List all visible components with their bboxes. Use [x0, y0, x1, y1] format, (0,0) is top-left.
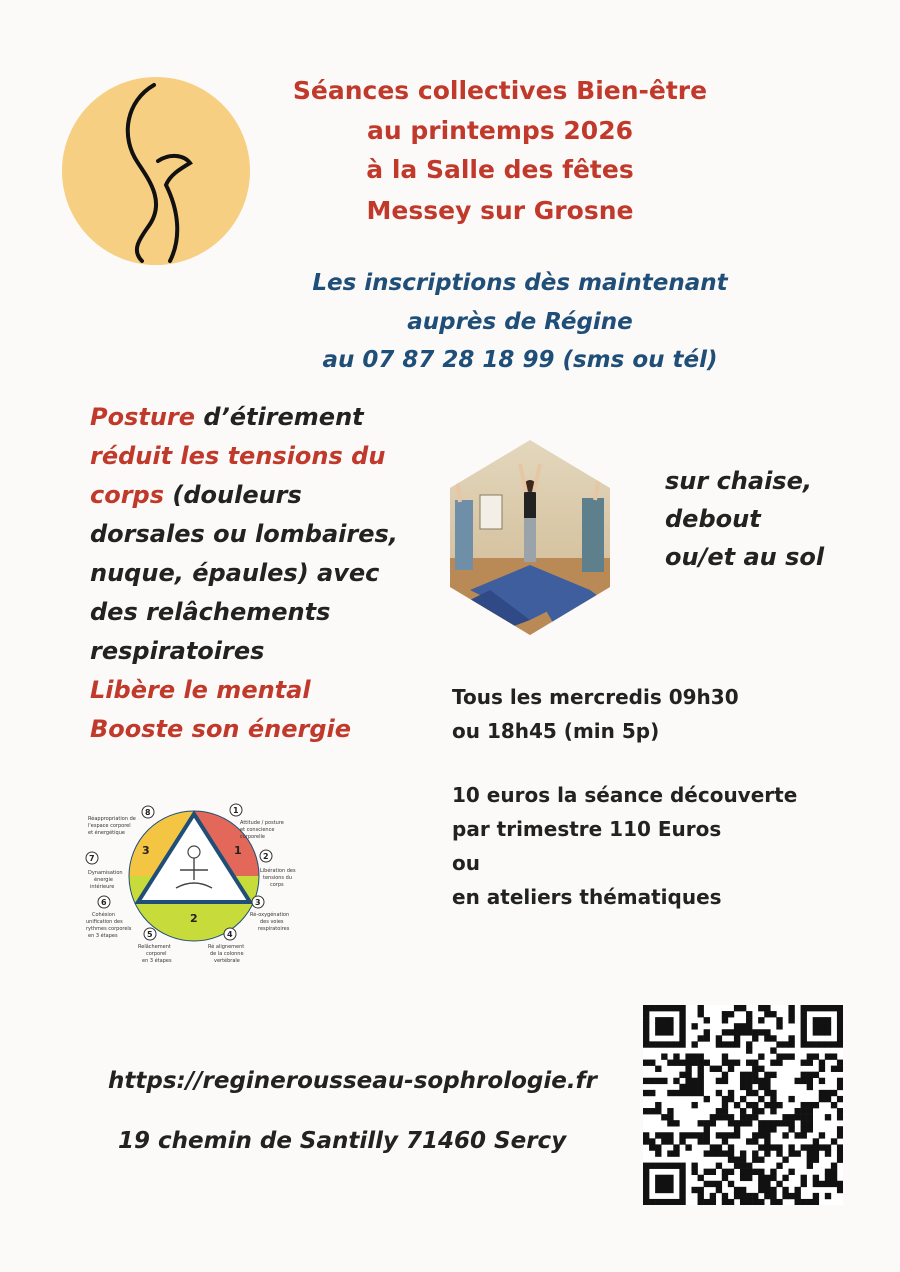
- address: 19 chemin de Santilly 71460 Sercy: [118, 1128, 567, 1154]
- step-5-text-3: en 3 étapes: [142, 958, 172, 964]
- step-2-text-2: tensions du: [263, 875, 292, 881]
- sr-logo: [62, 77, 250, 265]
- title-line-1: Séances collectives Bien-être: [292, 76, 708, 105]
- step-2-text-3: corps: [270, 882, 284, 888]
- step-number-7: 7: [89, 854, 95, 863]
- step-5-text-1: Relâchement: [138, 944, 171, 950]
- benefits-block: [90, 398, 420, 749]
- step-5-text-2: corporel: [146, 951, 167, 957]
- step-number-4: 4: [227, 930, 233, 939]
- step-7-text-2: énergie: [94, 877, 113, 883]
- zone-label-2: 2: [190, 912, 198, 925]
- step-3-text-3: respiratoires: [258, 926, 290, 932]
- step-4-text-2: de la colonne: [210, 951, 244, 957]
- step-6-text-2: unification des: [86, 919, 123, 925]
- title-line-2: au printemps 2026: [367, 116, 633, 145]
- schedule-line-2: ou 18h45 (min 5p): [452, 719, 660, 743]
- pricing-line-1: 10 euros la séance découverte: [452, 783, 798, 807]
- step-2-text-1: Libération des: [260, 868, 296, 874]
- registration-line-1: Les inscriptions dès maintenant: [312, 270, 728, 296]
- sophrology-steps-diagram: [82, 796, 322, 976]
- step-1-text-3: corporelle: [240, 834, 265, 840]
- benefit-respiratoires: respiratoires: [90, 637, 265, 665]
- zone-label-3: 3: [142, 844, 150, 857]
- step-number-3: 3: [255, 898, 261, 907]
- registration-line-2: auprès de Régine: [407, 309, 633, 335]
- step-number-8: 8: [145, 808, 151, 817]
- step-1-text-1: Attitude / posture: [240, 820, 284, 826]
- benefit-dorsales: dorsales ou lombaires,: [90, 520, 398, 548]
- website-url[interactable]: https://reginerousseau-sophrologie.fr: [108, 1068, 597, 1094]
- benefit-posture: Posture: [90, 403, 196, 431]
- step-4-text-1: Ré alignement: [208, 944, 245, 950]
- pricing-line-4: en ateliers thématiques: [452, 885, 722, 909]
- step-8-text-1: Réappropriation de: [88, 816, 136, 822]
- position-debout: debout: [665, 505, 761, 533]
- step-number-1: 1: [233, 806, 239, 815]
- schedule-line-1: Tous les mercredis 09h30: [452, 685, 739, 709]
- benefit-tensions: réduit les tensions du: [90, 442, 386, 470]
- zone-label-1: 1: [234, 844, 242, 857]
- benefit-corps: corps: [90, 481, 165, 509]
- position-sol: ou/et au sol: [665, 543, 825, 571]
- step-6-text-1: Cohésion: [92, 912, 116, 918]
- pricing-line-2: par trimestre 110 Euros: [452, 817, 722, 841]
- benefit-energie: Booste son énergie: [90, 715, 352, 743]
- positions-block: [665, 462, 865, 576]
- step-3-text-1: Ré-oxygénation: [250, 912, 290, 918]
- step-8-text-2: l'espace corporel: [88, 823, 131, 829]
- yoga-class-photo: [450, 440, 610, 635]
- step-1-text-2: et conscience: [240, 827, 275, 833]
- step-4-text-3: vertébrale: [214, 958, 240, 964]
- step-3-text-2: des voies: [260, 919, 284, 925]
- benefit-mental: Libère le mental: [90, 676, 311, 704]
- step-6-text-4: en 3 étapes: [88, 933, 118, 939]
- benefit-relachements: des relâchements: [90, 598, 331, 626]
- benefit-douleurs: (douleurs: [164, 481, 302, 509]
- benefit-nuque: nuque, épaules) avec: [90, 559, 380, 587]
- step-8-text-3: et énergétique: [88, 830, 125, 836]
- step-7-text-3: intérieure: [90, 884, 115, 890]
- step-6-text-3: rythmes corporels: [86, 926, 132, 932]
- step-number-2: 2: [263, 852, 269, 861]
- pricing-line-3: ou: [452, 851, 480, 875]
- step-number-5: 5: [147, 930, 153, 939]
- title-line-4: Messey sur Grosne: [366, 196, 634, 225]
- title-line-3: à la Salle des fêtes: [366, 155, 634, 184]
- registration-phone: au 07 87 28 18 99 (sms ou tél): [322, 347, 718, 373]
- step-number-6: 6: [101, 898, 107, 907]
- position-chaise: sur chaise,: [665, 467, 812, 495]
- benefit-stretch: d’étirement: [195, 403, 364, 431]
- qr-code[interactable]: [643, 1005, 843, 1205]
- step-7-text-1: Dynamisation: [88, 870, 123, 876]
